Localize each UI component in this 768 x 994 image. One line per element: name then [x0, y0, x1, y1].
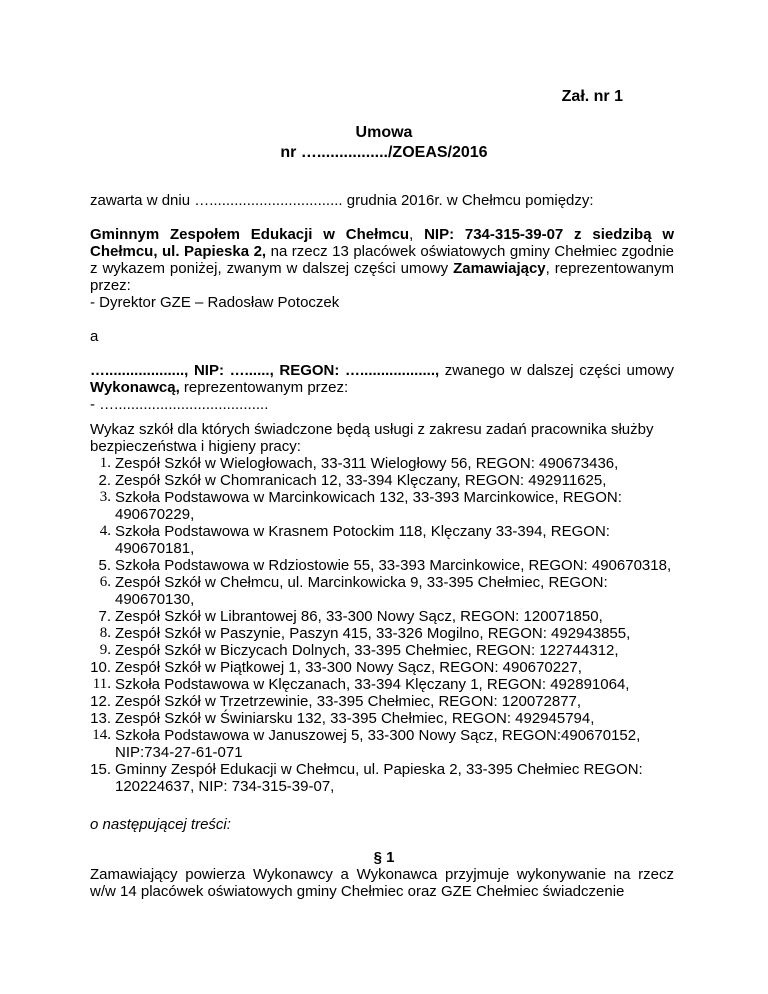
school-text: Szkoła Podstawowa w Januszowej 5, 33-300 Nowy Sącz, REGON:490670152, NIP:734-27-61-071 [115, 727, 641, 761]
intro-paragraph: zawarta w dniu …................................ grudnia 2016r. w Chełmcu pomiędzy: [90, 192, 594, 209]
party1-nip: NIP: 734-315-39-07 z siedzibą w Chełmcu, ul. Papieska 2, [90, 226, 675, 260]
school-number: 6. [99, 574, 111, 590]
party2-role: Wykonawcą, [90, 379, 180, 396]
school-list-item [75, 727, 675, 761]
school-number: 8. [99, 625, 111, 641]
party2-text2: reprezentowanym przez: [179, 379, 349, 396]
school-list-item [75, 455, 675, 472]
school-number: 14. [92, 727, 111, 743]
school-text: Zespół Szkół w Trzetrzewinie, 33-395 Chełmiec, REGON: 120072877, [115, 693, 582, 710]
school-list-item [75, 608, 675, 625]
school-list-item [75, 472, 675, 489]
school-text: Zespół Szkół w Librantowej 86, 33-300 Nowy Sącz, REGON: 120071850, [115, 608, 603, 625]
school-list-item [75, 659, 675, 676]
school-text: Zespół Szkół w Chełmcu, ul. Marcinkowicka 9, 33-395 Chełmiec, REGON: 490670130, [115, 574, 608, 608]
school-text: Gminny Zespół Edukacji w Chełmcu, ul. Papieska 2, 33-395 Chełmiec REGON: 120224637, NIP: 734-315-39-07, [115, 761, 643, 795]
party2-representative: - …..................................... [90, 396, 269, 413]
schools-intro: Wykaz szkół dla których świadczone będą usługi z zakresu zadań pracownika służby bezpieczeństwa i higieny pracy: [90, 421, 654, 455]
content-intro: o następującej treści: [90, 816, 231, 833]
conjunction: a [90, 328, 99, 345]
school-number: 15. [90, 761, 111, 778]
school-text: Zespół Szkół w Paszynie, Paszyn 415, 33-326 Mogilno, REGON: 492943855, [115, 625, 631, 642]
party1-text: na rzecz 13 placówek oświatowych gminy Chełmiec zgodnie z wykazem poniżej, zwanym w dalszej części umowy [90, 243, 674, 277]
party1-role: Zamawiający [453, 260, 546, 277]
party2-text: zwanego w dalszej części umowy [439, 362, 675, 379]
section1-text: Zamawiający powierza Wykonawcy a Wykonawca przyjmuje wykonywanie na rzecz w/w 14 placówek oświatowych gminy Chełmiec oraz GZE Chełmiec świadczenie [90, 866, 674, 900]
school-list-item [75, 710, 675, 727]
school-list-item [75, 625, 675, 642]
party1-representative: - Dyrektor GZE – Radosław Potoczek [90, 294, 340, 311]
school-number: 13. [90, 710, 111, 727]
school-text: Szkoła Podstawowa w Klęczanach, 33-394 Klęczany 1, REGON: 492891064, [115, 676, 630, 693]
school-number: 2. [98, 472, 111, 489]
contract-number: nr …................/ZOEAS/2016 [280, 144, 488, 161]
school-text: Zespół Szkół w Chomranicach 12, 33-394 Klęczany, REGON: 492911625, [115, 472, 607, 489]
party1-paragraph [90, 226, 674, 294]
annex-label: Zał. nr 1 [561, 88, 623, 105]
school-number: 5. [98, 557, 111, 574]
school-text: Szkoła Podstawowa w Rdziostowie 55, 33-393 Marcinkowice, REGON: 490670318, [115, 557, 672, 574]
school-list-item [75, 557, 675, 574]
party2-paragraph [90, 362, 674, 396]
school-number: 7. [98, 608, 111, 625]
school-list-item [75, 523, 675, 557]
school-text: Szkoła Podstawowa w Marcinkowicach 132, 33-393 Marcinkowice, REGON: 490670229, [115, 489, 622, 523]
school-list-item [75, 761, 675, 795]
school-text: Zespół Szkół w Wielogłowach, 33-311 Wielogłowy 56, REGON: 490673436, [115, 455, 619, 472]
party2-line: …..................., NIP: …......, REGON: ….................., [90, 362, 440, 379]
school-list-item [75, 693, 675, 710]
school-number: 9. [99, 642, 111, 658]
school-number: 11. [92, 676, 111, 692]
section1-heading: § 1 [373, 849, 395, 866]
document-title: Umowa [355, 124, 413, 141]
school-text: Zespół Szkół w Biczycach Dolnych, 33-395 Chełmiec, REGON: 122744312, [115, 642, 619, 659]
schools-list [75, 455, 675, 795]
party1-text2: , reprezentowanym przez: [90, 260, 675, 294]
school-number: 4. [99, 523, 111, 539]
school-text: Zespół Szkół w Świniarsku 132, 33-395 Chełmiec, REGON: 492945794, [115, 710, 595, 727]
party1-name: Gminnym Zespołem Edukacji w Chełmcu [90, 226, 410, 243]
school-number: 3. [99, 489, 111, 505]
school-list-item [75, 676, 675, 693]
school-text: Szkoła Podstawowa w Krasnem Potockim 118, Klęczany 33-394, REGON: 490670181, [115, 523, 610, 557]
school-number: 1. [99, 455, 111, 471]
school-number: 12. [90, 693, 111, 710]
school-number: 10. [90, 659, 111, 676]
school-list-item [75, 489, 675, 523]
school-list-item [75, 574, 675, 608]
school-list-item [75, 642, 675, 659]
school-text: Zespół Szkół w Piątkowej 1, 33-300 Nowy Sącz, REGON: 490670227, [115, 659, 582, 676]
party1-sep: , [409, 226, 425, 243]
